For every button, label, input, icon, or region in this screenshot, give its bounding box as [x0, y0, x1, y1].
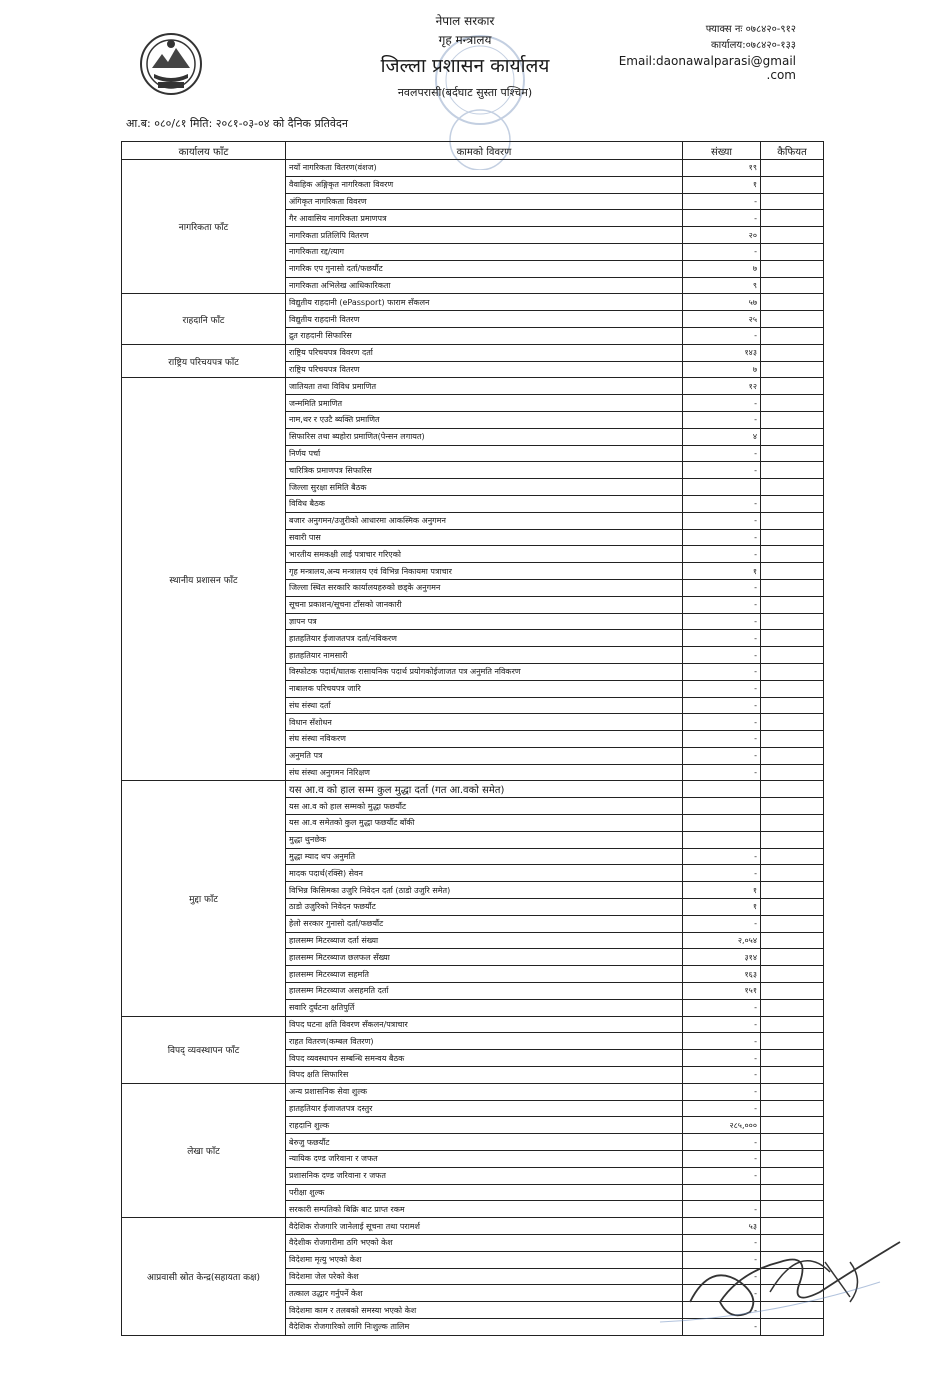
remarks-cell [761, 546, 824, 563]
remarks-cell [761, 479, 824, 496]
ministry-name: गृह मन्त्रालय [438, 33, 492, 47]
letterhead [300, 12, 630, 102]
section-name-cell: मुद्दा फाँट [122, 781, 286, 1016]
count-cell: - [683, 848, 761, 865]
task-cell: वैदेशीक रोजगारीमा ठगि भएको केश [286, 1235, 683, 1252]
task-cell: प्रशासनिक दण्ड जरिवाना र जफत [286, 1167, 683, 1184]
task-cell: जन्ममिति प्रमाणित [286, 395, 683, 412]
office-location: नवलपरासी(बर्दघाट सुस्ता पश्चिम) [397, 86, 533, 99]
task-cell: सिफारिस तथा ब्यहोरा प्रमाणित(पेन्सन लगायत) [286, 428, 683, 445]
count-cell: - [683, 1067, 761, 1084]
remarks-cell [761, 1033, 824, 1050]
count-cell: - [683, 999, 761, 1016]
count-cell: १४३ [683, 344, 761, 361]
task-cell: संघ संस्था दर्ता [286, 697, 683, 714]
task-cell: गैर आवासिय नागरिकता प्रमाणपत्र [286, 210, 683, 227]
remarks-cell [761, 831, 824, 848]
remarks-cell [761, 999, 824, 1016]
section-name-cell: स्थानीय प्रशासन फाँट [122, 378, 286, 781]
table-row [122, 1016, 824, 1033]
task-cell: विपद व्यवस्थापन सम्बन्धि समन्वय बैठक [286, 1050, 683, 1067]
task-cell: न्यायिक दण्ड जरिवाना र जफत [286, 1151, 683, 1168]
count-cell: १ [683, 899, 761, 916]
remarks-cell [761, 1201, 824, 1218]
task-cell: बजार अनुगमन/उजुरीको आधारमा आकस्मिक अनुगमन [286, 512, 683, 529]
task-cell: अन्य प्रशासनिक सेवा शुल्क [286, 1083, 683, 1100]
task-cell: हातहतियार नामसारी [286, 647, 683, 664]
count-cell: - [683, 1235, 761, 1252]
count-cell: १ [683, 882, 761, 899]
remarks-cell [761, 563, 824, 580]
remarks-cell [761, 781, 824, 798]
section-name-cell: विपद् व्यवस्थापन फाँट [122, 1016, 286, 1083]
count-cell: - [683, 512, 761, 529]
task-cell: मुद्धा थुनछेक [286, 831, 683, 848]
table-row [122, 294, 824, 311]
remarks-cell [761, 983, 824, 1000]
remarks-cell [761, 815, 824, 832]
count-cell: २,०५४ [683, 932, 761, 949]
remarks-cell [761, 1016, 824, 1033]
remarks-cell [761, 1050, 824, 1067]
task-cell: नागरिक एप गुनासो दर्ता/फछर्यौट [286, 260, 683, 277]
count-cell: - [683, 1050, 761, 1067]
count-cell: ३१४ [683, 949, 761, 966]
remarks-cell [761, 596, 824, 613]
remarks-cell [761, 1067, 824, 1084]
remarks-cell [761, 932, 824, 949]
task-cell: विदेशमा काम र तलबको समस्या भएको केश [286, 1302, 683, 1319]
count-cell: - [683, 1167, 761, 1184]
remarks-cell [761, 227, 824, 244]
count-cell: १२ [683, 378, 761, 395]
column-header-section: कार्यालय फाँट [122, 142, 286, 160]
count-cell: - [683, 1318, 761, 1335]
count-cell: - [683, 1251, 761, 1268]
count-cell: - [683, 462, 761, 479]
task-cell: विपद घटना क्षति विवरण सँकलन/पत्राचार [286, 1016, 683, 1033]
task-cell: संघ संस्था नविकरण [286, 731, 683, 748]
task-cell: ज्ञापन पत्र [286, 613, 683, 630]
count-cell: ७ [683, 361, 761, 378]
task-cell: यस आ.व समेतको कुल मुद्धा फछर्यौट बाँकी [286, 815, 683, 832]
task-cell: परीक्षा शुल्क [286, 1184, 683, 1201]
task-cell: जातियता तथा विविध प्रमाणित [286, 378, 683, 395]
remarks-cell [761, 411, 824, 428]
remarks-cell [761, 915, 824, 932]
count-cell: - [683, 865, 761, 882]
count-cell: - [683, 495, 761, 512]
remarks-cell [761, 579, 824, 596]
task-cell: विद्युतीय राहदानी (ePassport) फाराम सँकलन [286, 294, 683, 311]
remarks-cell [761, 193, 824, 210]
task-cell: जिल्ला सुरक्षा समिति बैठक [286, 479, 683, 496]
task-cell: वैवाहिक अङ्गिकृत नागरिकता विवरण [286, 176, 683, 193]
remarks-cell [761, 966, 824, 983]
column-header-remarks: कैफियत [761, 142, 824, 160]
count-cell: - [683, 915, 761, 932]
count-cell: १ [683, 563, 761, 580]
count-cell: - [683, 327, 761, 344]
remarks-cell [761, 1151, 824, 1168]
section-name-cell: लेखा फाँट [122, 1083, 286, 1217]
task-cell: सूचना प्रकाशन/सूचना टाँसको जानकारी [286, 596, 683, 613]
count-cell: - [683, 747, 761, 764]
count-cell: - [683, 714, 761, 731]
email-line-2: .com [766, 68, 796, 82]
email-line-1: Email:daonawalparasi@gmail [618, 54, 796, 68]
count-cell: - [683, 764, 761, 781]
fax-number: फ्याक्स नः ०७८४२०-९१२ [705, 24, 796, 35]
task-cell: नागरिकता प्रतिलिपि वितरण [286, 227, 683, 244]
remarks-cell [761, 1184, 824, 1201]
section-name-cell: आप्रवासी स्रोत केन्द्र(सहायता कक्ष) [122, 1218, 286, 1336]
task-cell: ठाडो उजुरिको निवेदन फछर्यौट [286, 899, 683, 916]
remarks-cell [761, 1100, 824, 1117]
task-cell: मादक पदार्थ(रक्सि) सेवन [286, 865, 683, 882]
count-cell: ७ [683, 260, 761, 277]
remarks-cell [761, 512, 824, 529]
task-cell: यस आ.व को हाल सम्म कुल मुद्धा दर्ता (गत आ.वको समेत) [286, 781, 683, 798]
remarks-cell [761, 1134, 824, 1151]
signature [650, 1222, 910, 1337]
task-cell: नाबालक परिचयपत्र जारि [286, 680, 683, 697]
count-cell: - [683, 1151, 761, 1168]
contact-block [619, 22, 796, 82]
count-cell: - [683, 1033, 761, 1050]
task-cell: विद्युतीय राहदानी वितरण [286, 311, 683, 328]
count-cell: - [683, 613, 761, 630]
count-cell: - [683, 243, 761, 260]
daily-report-table [121, 141, 824, 1336]
task-cell: हालसम्म मिटरब्याज असहमति दर्ता [286, 983, 683, 1000]
task-cell: नागरिकता अभिलेख आधिकारिकता [286, 277, 683, 294]
count-cell: २० [683, 227, 761, 244]
count-cell: - [683, 1201, 761, 1218]
count-cell: - [683, 193, 761, 210]
task-cell: वैदेशिक रोजगारि जानेलाई सूचना तथा परामर्श [286, 1218, 683, 1235]
task-cell: हातहतियार ईजाजतपत्र दर्ता/नविकरण [286, 630, 683, 647]
remarks-cell [761, 495, 824, 512]
remarks-cell [761, 680, 824, 697]
remarks-cell [761, 294, 824, 311]
count-cell: ५३ [683, 1218, 761, 1235]
task-cell: चारित्रिक प्रमाणपत्र सिफारिस [286, 462, 683, 479]
count-cell: - [683, 1268, 761, 1285]
remarks-cell [761, 243, 824, 260]
remarks-cell [761, 731, 824, 748]
table-row [122, 378, 824, 395]
office-name: जिल्ला प्रशासन कार्यालय [380, 55, 550, 77]
nepal-government-emblem [138, 30, 204, 98]
count-cell: - [683, 1016, 761, 1033]
task-cell: अनुमति पत्र [286, 747, 683, 764]
remarks-cell [761, 697, 824, 714]
count-cell: - [683, 210, 761, 227]
remarks-cell [761, 327, 824, 344]
task-cell: विभिन्न किसिमका उजुरि निवेदन दर्ता (ठाडो उजुरि समेत) [286, 882, 683, 899]
task-cell: जिल्ला स्थित सरकारि कार्यालयहरुको छड्के अनुगमन [286, 579, 683, 596]
report-title: आ.ब: ०८०/८१ मिति: २०८१-०३-०४ को दैनिक प्रतिवेदन [126, 117, 348, 130]
remarks-cell [761, 277, 824, 294]
table-row [122, 160, 824, 177]
count-cell: - [683, 680, 761, 697]
count-cell [683, 815, 761, 832]
count-cell [683, 831, 761, 848]
count-cell: - [683, 445, 761, 462]
count-cell [683, 1184, 761, 1201]
task-cell: तत्काल उद्धार गर्नुपर्ने केश [286, 1285, 683, 1302]
count-cell [683, 479, 761, 496]
remarks-cell [761, 714, 824, 731]
table-header-row [122, 142, 824, 160]
remarks-cell [761, 529, 824, 546]
count-cell: - [683, 529, 761, 546]
task-cell: हालसम्म मिटरब्याज सहमति [286, 966, 683, 983]
remarks-cell [761, 865, 824, 882]
task-cell: संघ संस्था अनुगमन निरिक्षण [286, 764, 683, 781]
remarks-cell [761, 344, 824, 361]
count-cell: ४ [683, 428, 761, 445]
table-row [122, 344, 824, 361]
count-cell: - [683, 1302, 761, 1319]
task-cell: सरकारी सम्पतिको बिक्रि बाट प्राप्त रकम [286, 1201, 683, 1218]
count-cell: - [683, 546, 761, 563]
task-cell: यस आ.व को हाल सम्मको मुद्धा फछर्यौट [286, 798, 683, 815]
section-name-cell: राष्ट्रिय परिचयपत्र फाँट [122, 344, 286, 378]
count-cell: ५७ [683, 294, 761, 311]
task-cell: निर्णय पर्चा [286, 445, 683, 462]
task-cell: विविध बैठक [286, 495, 683, 512]
remarks-cell [761, 361, 824, 378]
task-cell: विदेशमा मृत्यु भएको केश [286, 1251, 683, 1268]
count-cell: २५ [683, 311, 761, 328]
task-cell: हालसम्म मिटरब्याज दर्ता संख्या [286, 932, 683, 949]
remarks-cell [761, 613, 824, 630]
remarks-cell [761, 210, 824, 227]
task-cell: भारतीय समकक्षी लाई पत्राचार गरिएको [286, 546, 683, 563]
remarks-cell [761, 462, 824, 479]
section-name-cell: नागरिकता फाँट [122, 160, 286, 294]
remarks-cell [761, 445, 824, 462]
task-cell: राष्ट्रिय परिचयपत्र विवरण दर्ता [286, 344, 683, 361]
count-cell: - [683, 1285, 761, 1302]
count-cell: १ [683, 176, 761, 193]
remarks-cell [761, 1167, 824, 1184]
count-cell: - [683, 697, 761, 714]
office-phone: कार्यालय:०७८४२०-१३३ [710, 40, 796, 51]
remarks-cell [761, 176, 824, 193]
count-cell: - [683, 647, 761, 664]
remarks-cell [761, 395, 824, 412]
government-name: नेपाल सरकार [435, 14, 495, 28]
task-cell: नागरिकता रद्द/त्याग [286, 243, 683, 260]
count-cell: - [683, 1083, 761, 1100]
task-cell: बेरुजु फछर्यौट [286, 1134, 683, 1151]
task-cell: हातहतियार ईजाजतपत्र दस्तुर [286, 1100, 683, 1117]
count-cell: - [683, 411, 761, 428]
task-cell: सवारी पास [286, 529, 683, 546]
remarks-cell [761, 798, 824, 815]
remarks-cell [761, 1117, 824, 1134]
task-cell: विस्फोटक पदार्थ/घातक रासायनिक पदार्थ प्रयोगकोईजाजत पत्र अनुमति नविकरण [286, 663, 683, 680]
remarks-cell [761, 378, 824, 395]
count-cell: १५१ [683, 983, 761, 1000]
count-cell: - [683, 1134, 761, 1151]
remarks-cell [761, 764, 824, 781]
table-row [122, 781, 824, 798]
count-cell: २८५,००० [683, 1117, 761, 1134]
task-cell: हेलो सरकार गुनासो दर्ता/फछर्यौट [286, 915, 683, 932]
remarks-cell [761, 311, 824, 328]
count-cell: - [683, 596, 761, 613]
remarks-cell [761, 647, 824, 664]
remarks-cell [761, 630, 824, 647]
column-header-count: संख्या [683, 142, 761, 160]
task-cell: नयाँ नागरिकता वितरण(वंशज) [286, 160, 683, 177]
remarks-cell [761, 1083, 824, 1100]
remarks-cell [761, 160, 824, 177]
task-cell: विदेशमा जेल परेको केश [286, 1268, 683, 1285]
task-cell: गृह मन्त्रालय,अन्य मन्त्रालय एवं विभिन्न निकायमा पत्राचार [286, 563, 683, 580]
task-cell: अंगिकृत नागरिकता विवरण [286, 193, 683, 210]
task-cell: विधान सँशोधन [286, 714, 683, 731]
remarks-cell [761, 882, 824, 899]
task-cell: नाम,थर र एउटै ब्यक्ति प्रमाणित [286, 411, 683, 428]
count-cell: १९ [683, 160, 761, 177]
remarks-cell [761, 848, 824, 865]
count-cell [683, 781, 761, 798]
task-cell: द्रुत राहदानी सिफारिस [286, 327, 683, 344]
count-cell: - [683, 663, 761, 680]
task-cell: राहत वितरण(कम्बल वितरण) [286, 1033, 683, 1050]
remarks-cell [761, 663, 824, 680]
count-cell [683, 798, 761, 815]
task-cell: राष्ट्रिय परिचयपत्र वितरण [286, 361, 683, 378]
count-cell: - [683, 630, 761, 647]
count-cell: - [683, 731, 761, 748]
task-cell: विपद क्षति सिफारिस [286, 1067, 683, 1084]
section-name-cell: राहदानि फाँट [122, 294, 286, 344]
column-header-task: कामको विवरण [286, 142, 683, 160]
remarks-cell [761, 949, 824, 966]
task-cell: सवारि दुर्घटना क्षतिपुर्ति [286, 999, 683, 1016]
task-cell: हालसम्म मिटरब्याज छलफल सँख्या [286, 949, 683, 966]
count-cell: ९ [683, 277, 761, 294]
count-cell: - [683, 579, 761, 596]
remarks-cell [761, 747, 824, 764]
count-cell: - [683, 1100, 761, 1117]
table-row [122, 1083, 824, 1100]
task-cell: राहदानि शुल्क [286, 1117, 683, 1134]
count-cell: १६३ [683, 966, 761, 983]
remarks-cell [761, 428, 824, 445]
remarks-cell [761, 260, 824, 277]
task-cell: मुद्धा म्याद थप अनुमति [286, 848, 683, 865]
count-cell: - [683, 395, 761, 412]
task-cell: वैदेशिक रोजगारिको लागि निःशुल्क तालिम [286, 1318, 683, 1335]
remarks-cell [761, 899, 824, 916]
